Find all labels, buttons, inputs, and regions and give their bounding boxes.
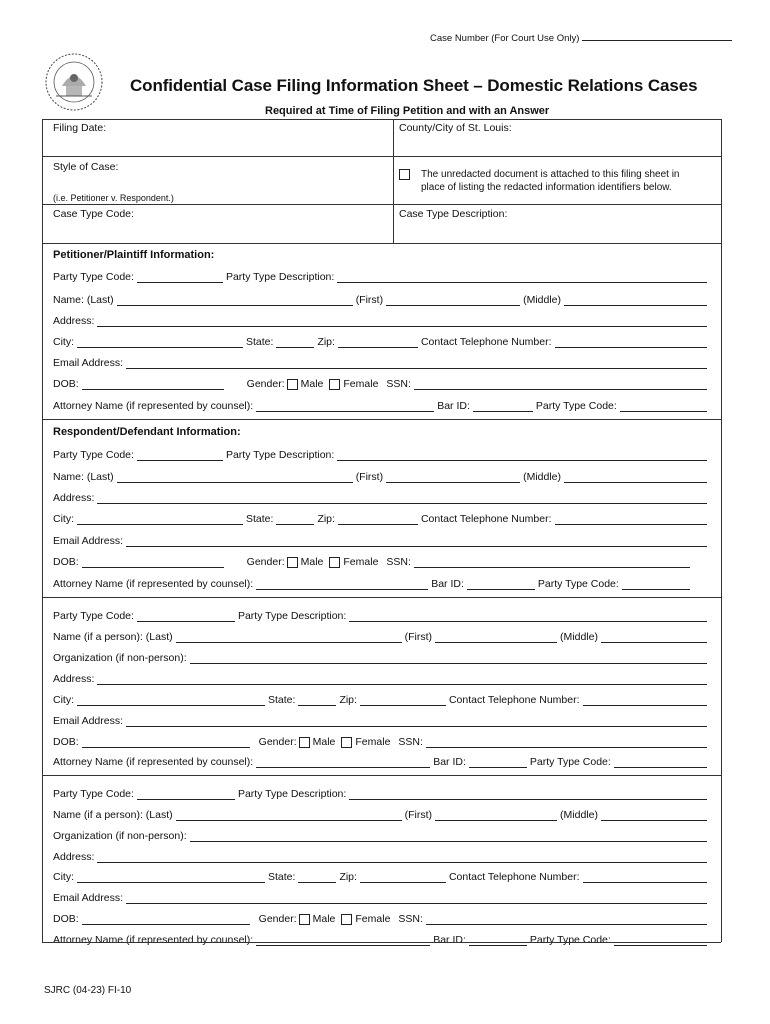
party4-attorney-row: Attorney Name (if represented by counsel): Bar ID: Party Type Code: [53, 934, 710, 946]
bar-id-input[interactable] [469, 935, 527, 946]
case-number-field[interactable] [430, 30, 732, 44]
attorney-party-type-code-input[interactable] [622, 579, 690, 590]
female-checkbox[interactable] [341, 737, 352, 748]
middle-name-input[interactable] [601, 632, 707, 643]
petitioner-dob-row: DOB: Gender: Male Female SSN: [53, 378, 710, 390]
attorney-party-type-code-input[interactable] [614, 757, 707, 768]
middle-name-input[interactable] [564, 472, 707, 483]
email-input[interactable] [126, 893, 707, 904]
style-of-case-hint: (i.e. Petitioner v. Respondent.) [53, 193, 174, 203]
table-divider-vertical [393, 119, 394, 243]
first-name-input[interactable] [435, 632, 557, 643]
party-type-code-input[interactable] [137, 272, 223, 283]
ssn-input[interactable] [414, 557, 690, 568]
party-type-code-input[interactable] [137, 789, 235, 800]
middle-name-input[interactable] [601, 810, 707, 821]
respondent-party-type-row: Party Type Code: Party Type Description: [53, 449, 710, 461]
city-input[interactable] [77, 872, 265, 883]
attorney-name-input[interactable] [256, 757, 430, 768]
phone-input[interactable] [555, 514, 707, 525]
party3-dob-row: DOB: Gender: Male Female SSN: [53, 736, 710, 748]
male-checkbox[interactable] [299, 737, 310, 748]
court-seal-logo [44, 52, 104, 112]
party-type-description-input[interactable] [337, 450, 707, 461]
party-type-description-input[interactable] [349, 789, 707, 800]
petitioner-section-heading: Petitioner/Plaintiff Information: [53, 249, 215, 261]
party3-organization-row: Organization (if non-person): [53, 652, 710, 664]
last-name-input[interactable] [117, 295, 353, 306]
case-type-description-field[interactable]: Case Type Description: [399, 208, 508, 220]
respondent-email-row: Email Address: [53, 535, 710, 547]
county-field[interactable]: County/City of St. Louis: [399, 122, 512, 134]
page-title: Confidential Case Filing Information Sheet – Domestic Relations Cases [130, 76, 698, 95]
party3-address-row: Address: [53, 673, 710, 685]
zip-input[interactable] [338, 514, 418, 525]
zip-input[interactable] [338, 337, 418, 348]
respondent-attorney-row: Attorney Name (if represented by counsel): Bar ID: Party Type Code: [53, 578, 710, 590]
male-checkbox[interactable] [287, 379, 298, 390]
unredacted-checkbox[interactable] [399, 169, 410, 180]
case-number-label: Case Number (For Court Use Only) [430, 33, 580, 44]
dob-input[interactable] [82, 557, 224, 568]
table-border-bottom [42, 942, 721, 943]
bar-id-input[interactable] [473, 401, 533, 412]
respondent-city-row: City: State: Zip: Contact Telephone Number: [53, 513, 710, 525]
first-name-input[interactable] [386, 472, 520, 483]
party4-dob-row: DOB: Gender: Male Female SSN: [53, 913, 710, 925]
dob-input[interactable] [82, 914, 250, 925]
style-of-case-field[interactable]: Style of Case: [53, 161, 119, 173]
attorney-name-input[interactable] [256, 935, 430, 946]
ssn-input[interactable] [426, 914, 707, 925]
party4-name-row: Name (if a person): (Last) (First) (Middle) [53, 809, 710, 821]
phone-input[interactable] [555, 337, 707, 348]
ssn-input[interactable] [414, 379, 707, 390]
party3-name-row: Name (if a person): (Last) (First) (Middle) [53, 631, 710, 643]
organization-input[interactable] [190, 653, 707, 664]
bar-id-input[interactable] [467, 579, 535, 590]
ssn-input[interactable] [426, 737, 707, 748]
unredacted-note-line2: place of listing the redacted information identifiers below. [421, 182, 672, 193]
organization-input[interactable] [190, 831, 707, 842]
case-type-code-field[interactable]: Case Type Code: [53, 208, 134, 220]
state-input[interactable] [298, 872, 336, 883]
table-border-top [42, 119, 721, 120]
first-name-input[interactable] [435, 810, 557, 821]
petitioner-email-row: Email Address: [53, 357, 710, 369]
case-number-line[interactable] [582, 30, 732, 41]
party4-city-row: City: State: Zip: Contact Telephone Number: [53, 871, 710, 883]
section-divider [42, 419, 721, 420]
email-input[interactable] [126, 536, 707, 547]
party-type-description-input[interactable] [349, 611, 707, 622]
respondent-section-heading: Respondent/Defendant Information: [53, 426, 241, 438]
address-input[interactable] [97, 852, 707, 863]
respondent-dob-row: DOB: Gender: Male Female SSN: [53, 556, 710, 568]
petitioner-name-row: Name: (Last) (First) (Middle) [53, 294, 710, 306]
petitioner-attorney-row: Attorney Name (if represented by counsel): Bar ID: Party Type Code: [53, 400, 710, 412]
row-divider [42, 243, 721, 244]
party3-attorney-row: Attorney Name (if represented by counsel): Bar ID: Party Type Code: [53, 756, 710, 768]
male-checkbox[interactable] [287, 557, 298, 568]
party-type-code-input[interactable] [137, 611, 235, 622]
last-name-input[interactable] [176, 632, 402, 643]
city-input[interactable] [77, 337, 243, 348]
email-input[interactable] [126, 358, 707, 369]
respondent-name-row: Name: (Last) (First) (Middle) [53, 471, 710, 483]
state-input[interactable] [276, 337, 314, 348]
party4-address-row: Address: [53, 851, 710, 863]
page-subtitle: Required at Time of Filing Petition and with an Answer [265, 105, 550, 117]
respondent-address-row: Address: [53, 492, 710, 504]
phone-input[interactable] [583, 872, 707, 883]
dob-input[interactable] [82, 737, 250, 748]
section-divider [42, 597, 721, 598]
party4-organization-row: Organization (if non-person): [53, 830, 710, 842]
zip-input[interactable] [360, 695, 446, 706]
address-input[interactable] [97, 674, 707, 685]
section-divider [42, 775, 721, 776]
female-checkbox[interactable] [329, 379, 340, 390]
attorney-name-input[interactable] [256, 401, 434, 412]
address-input[interactable] [97, 493, 707, 504]
city-input[interactable] [77, 514, 243, 525]
zip-input[interactable] [360, 872, 446, 883]
email-input[interactable] [126, 716, 707, 727]
unredacted-note-line1: The unredacted document is attached to this filing sheet in [421, 169, 680, 180]
phone-input[interactable] [583, 695, 707, 706]
male-checkbox[interactable] [299, 914, 310, 925]
state-input[interactable] [276, 514, 314, 525]
party4-email-row: Email Address: [53, 892, 710, 904]
row-divider [42, 204, 721, 205]
petitioner-address-row: Address: [53, 315, 710, 327]
filing-date-field[interactable]: Filing Date: [53, 122, 107, 134]
first-name-input[interactable] [386, 295, 520, 306]
party3-party-type-row: Party Type Code: Party Type Description: [53, 610, 710, 622]
dob-input[interactable] [82, 379, 224, 390]
attorney-name-input[interactable] [256, 579, 428, 590]
city-input[interactable] [77, 695, 265, 706]
form-id-footer: SJRC (04-23) FI-10 [44, 985, 132, 996]
female-checkbox[interactable] [329, 557, 340, 568]
attorney-party-type-code-input[interactable] [614, 935, 707, 946]
bar-id-input[interactable] [469, 757, 527, 768]
state-input[interactable] [298, 695, 336, 706]
petitioner-party-type-row: Party Type Code: Party Type Description: [53, 271, 710, 283]
party4-party-type-row: Party Type Code: Party Type Description: [53, 788, 710, 800]
petitioner-city-row: City: State: Zip: Contact Telephone Number: [53, 336, 710, 348]
female-checkbox[interactable] [341, 914, 352, 925]
attorney-party-type-code-input[interactable] [620, 401, 707, 412]
row-divider [42, 156, 721, 157]
address-input[interactable] [97, 316, 707, 327]
last-name-input[interactable] [117, 472, 353, 483]
party3-email-row: Email Address: [53, 715, 710, 727]
party-type-description-input[interactable] [337, 272, 707, 283]
table-border-right [721, 119, 722, 942]
party3-city-row: City: State: Zip: Contact Telephone Number: [53, 694, 710, 706]
last-name-input[interactable] [176, 810, 402, 821]
party-type-code-input[interactable] [137, 450, 223, 461]
middle-name-input[interactable] [564, 295, 707, 306]
